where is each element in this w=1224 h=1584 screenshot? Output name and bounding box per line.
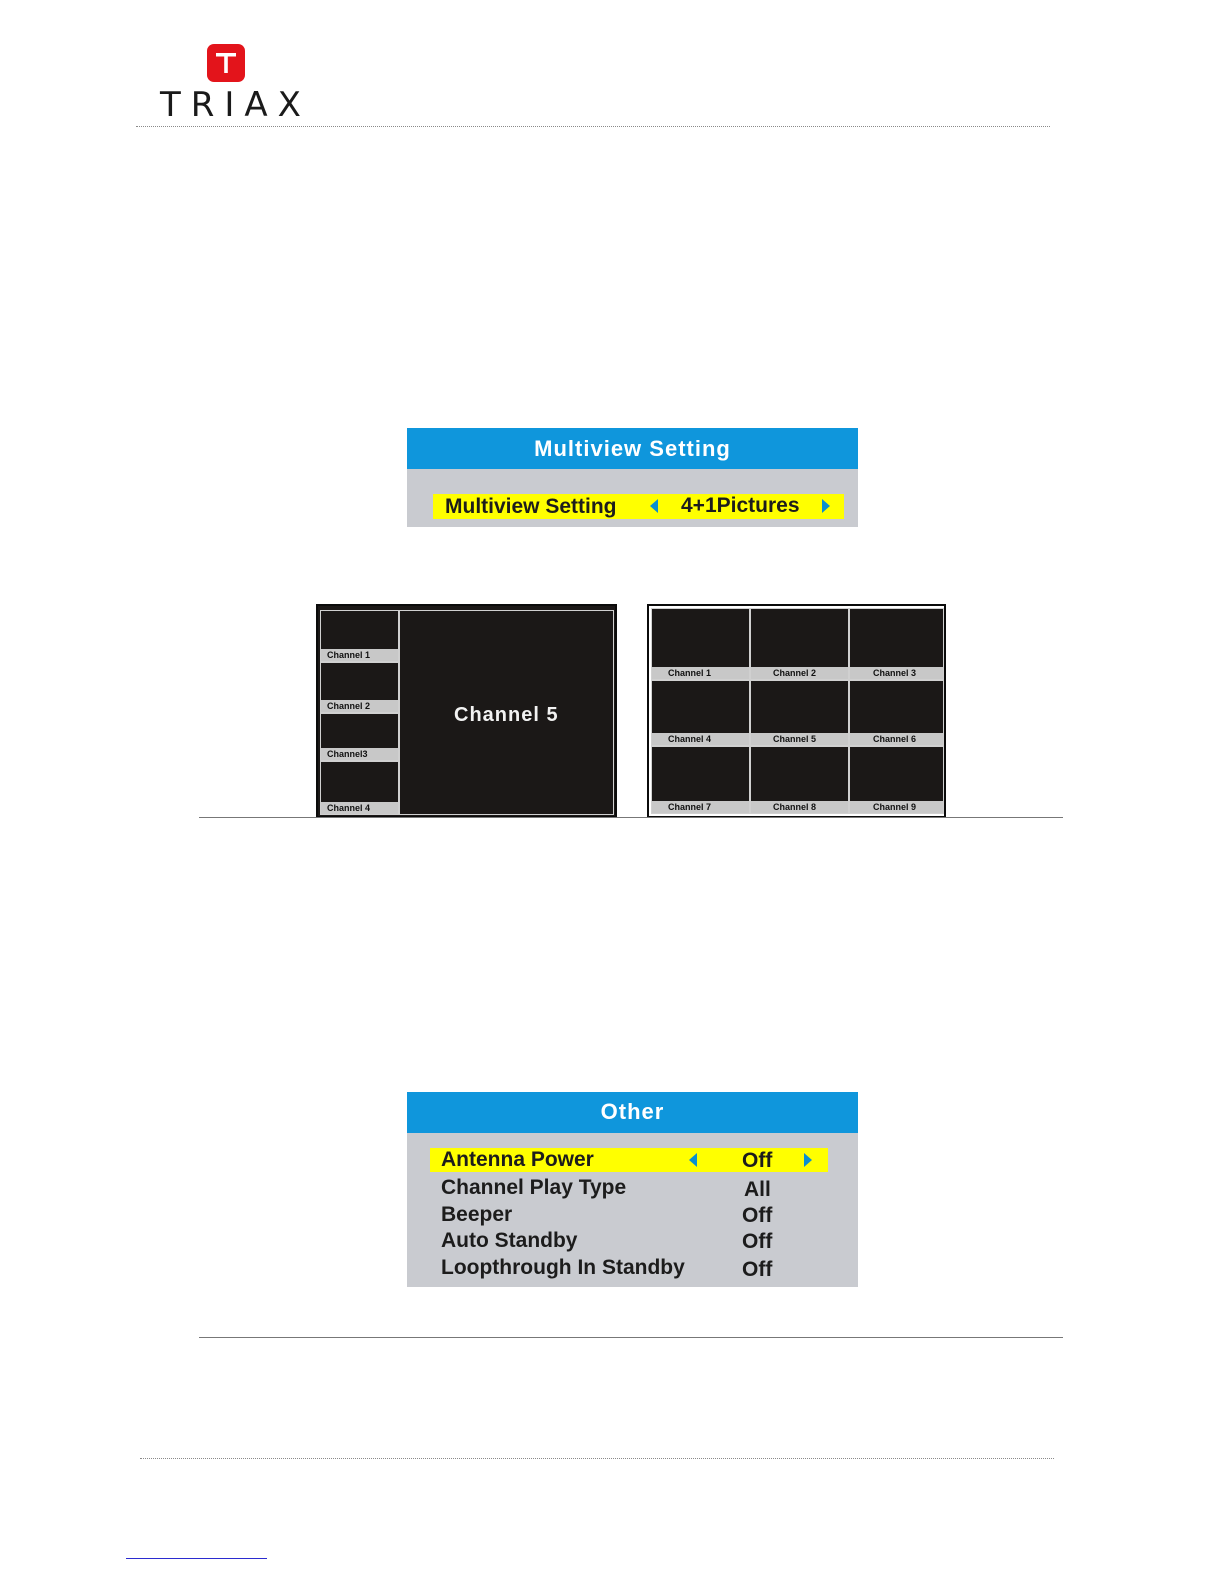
menu-title: Other <box>407 1092 858 1133</box>
arrow-right-icon[interactable] <box>804 1153 812 1167</box>
channel-label: Channel 1 <box>321 649 398 661</box>
layout-4plus1-screen <box>316 604 617 818</box>
grid-pane <box>849 746 944 814</box>
grid-pane <box>651 608 750 680</box>
menu-row-beeper[interactable] <box>430 1203 828 1229</box>
main-channel-label: Channel 5 <box>454 704 559 726</box>
row-value: All <box>744 1178 771 1201</box>
multiview-setting-menu <box>407 428 858 527</box>
channel-label: Channel3 <box>321 748 398 760</box>
arrow-left-icon[interactable] <box>689 1153 697 1167</box>
channel-label: Channel 8 <box>751 801 848 813</box>
triax-logo-text: TRIAX <box>160 85 311 125</box>
arrow-right-icon[interactable] <box>822 499 830 513</box>
layout-9-screen <box>647 604 946 818</box>
channel-label: Channel 2 <box>751 667 848 679</box>
grid-pane <box>750 680 849 746</box>
header-divider <box>136 126 1050 127</box>
grid-pane <box>750 608 849 680</box>
small-pane <box>320 761 399 815</box>
channel-label: Channel 2 <box>321 700 398 712</box>
arrow-left-icon[interactable] <box>650 499 658 513</box>
channel-label: Channel 3 <box>850 667 943 679</box>
menu-row-antenna-power[interactable] <box>430 1148 828 1172</box>
main-pane <box>399 610 614 815</box>
grid-pane <box>849 680 944 746</box>
menu-title: Multiview Setting <box>407 428 858 469</box>
row-label: Loopthrough In Standby <box>441 1256 685 1279</box>
row-value: Off <box>742 1258 773 1281</box>
channel-label: Channel 5 <box>751 733 848 745</box>
t-glyph-icon <box>207 44 245 82</box>
row-value: Off <box>742 1204 773 1227</box>
section-divider <box>199 817 1063 818</box>
footer-divider <box>140 1458 1054 1459</box>
grid-pane <box>750 746 849 814</box>
small-pane <box>320 713 399 761</box>
grid-pane <box>849 608 944 680</box>
multiview-setting-row[interactable] <box>433 494 844 519</box>
channel-label: Channel 9 <box>850 801 943 813</box>
triax-logo-mark <box>207 44 245 82</box>
setting-label: Multiview Setting <box>445 495 617 518</box>
channel-label: Channel 4 <box>321 802 398 814</box>
channel-label: Channel 1 <box>652 667 749 679</box>
menu-row-loopthrough-in-standby[interactable] <box>430 1256 828 1282</box>
section-divider <box>199 1337 1063 1338</box>
row-label: Beeper <box>441 1203 513 1226</box>
channel-label: Channel 7 <box>652 801 749 813</box>
channel-label: Channel 4 <box>652 733 749 745</box>
small-pane <box>320 662 399 713</box>
row-value: Off <box>742 1230 773 1253</box>
row-label: Antenna Power <box>441 1148 594 1171</box>
menu-row-auto-standby[interactable] <box>430 1229 828 1255</box>
row-label: Channel Play Type <box>441 1176 627 1199</box>
setting-value: 4+1Pictures <box>681 494 800 517</box>
grid-pane <box>651 680 750 746</box>
row-value: Off <box>742 1149 773 1172</box>
footer-link-underline[interactable] <box>126 1558 267 1559</box>
channel-label: Channel 6 <box>850 733 943 745</box>
row-label: Auto Standby <box>441 1229 578 1252</box>
grid-pane <box>651 746 750 814</box>
menu-row-channel-play-type[interactable] <box>430 1176 828 1202</box>
other-settings-menu <box>407 1092 858 1287</box>
small-pane <box>320 610 399 662</box>
